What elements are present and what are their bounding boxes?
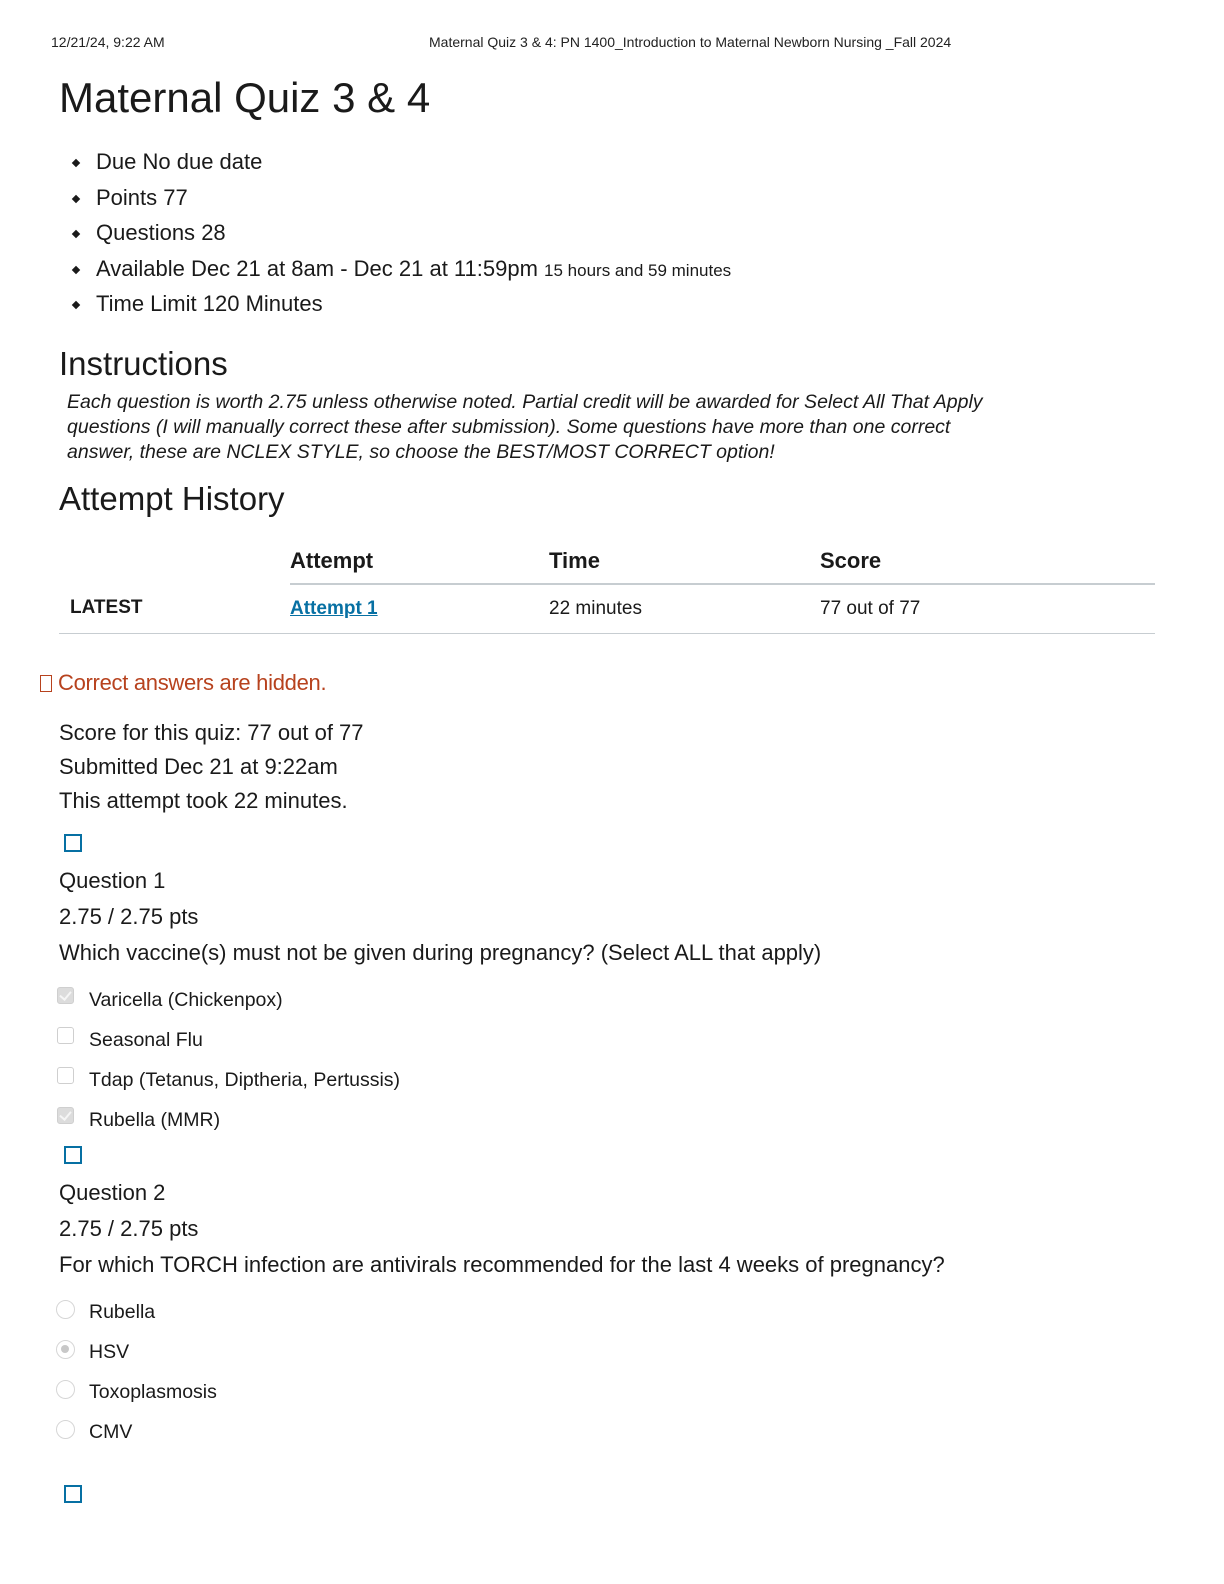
latest-label: LATEST	[59, 584, 290, 634]
question-2	[59, 1146, 1159, 1453]
answer-option	[59, 981, 1159, 1021]
answer-label: Toxoplasmosis	[89, 1381, 217, 1403]
attempt-history-table	[59, 539, 1155, 634]
attempt-time: 22 minutes	[549, 584, 820, 634]
answer-checkbox[interactable]	[57, 1107, 74, 1124]
attempt-column-header: Attempt	[290, 539, 549, 584]
answer-option	[59, 1101, 1159, 1141]
answer-list	[59, 1293, 1159, 1453]
answer-option	[59, 1373, 1159, 1413]
attempt-history-header-row	[59, 539, 1155, 584]
flag-question-icon[interactable]	[64, 834, 82, 852]
answer-label: Rubella	[89, 1301, 156, 1323]
due-value: No due date	[142, 149, 263, 174]
page-title: Maternal Quiz 3 & 4	[59, 74, 431, 121]
attempt-cell	[290, 584, 549, 634]
answer-option	[59, 1413, 1159, 1453]
print-datetime: 12/21/24, 9:22 AM	[51, 34, 165, 50]
available-value: Dec 21 at 8am - Dec 21 at 11:59pm	[191, 255, 538, 281]
time-limit-label: Time Limit	[96, 291, 197, 316]
answer-label: HSV	[89, 1341, 130, 1363]
answer-option	[59, 1021, 1159, 1061]
attempt-history-heading: Attempt History	[59, 479, 285, 517]
attempt-history-header-blank	[59, 539, 290, 584]
time-limit-detail	[59, 286, 1159, 322]
answer-radio[interactable]	[56, 1420, 75, 1439]
answer-checkbox[interactable]	[57, 1067, 74, 1084]
instructions-heading: Instructions	[59, 344, 228, 382]
quiz-score: Score for this quiz: 77 out of 77	[59, 720, 364, 745]
answer-list	[59, 981, 1159, 1141]
correct-answers-hidden-notice	[40, 670, 326, 696]
attempt-1-link[interactable]: Attempt 1	[290, 597, 378, 619]
question-title: Question 1	[59, 868, 166, 893]
questions-detail	[59, 215, 1159, 251]
quiz-content	[59, 72, 1159, 634]
attempt-score: 77 out of 77	[820, 584, 1155, 634]
quiz-details-list	[59, 144, 1159, 322]
points-detail	[59, 180, 1159, 216]
answer-option	[59, 1333, 1159, 1373]
attempt-duration: This attempt took 22 minutes.	[59, 788, 348, 813]
print-header	[51, 34, 1171, 54]
table-row	[59, 584, 1155, 634]
print-document-title: Maternal Quiz 3 & 4: PN 1400_Introduction to Maternal Newborn Nursing _Fall 2024	[429, 34, 952, 50]
answer-option	[59, 1293, 1159, 1333]
answer-label: Rubella (MMR)	[89, 1109, 221, 1131]
quiz-summary	[59, 716, 364, 818]
question-text: Which vaccine(s) must not be given during pregnancy? (Select ALL that apply)	[59, 940, 822, 965]
answer-radio[interactable]	[56, 1300, 75, 1319]
notice-text: Correct answers are hidden.	[58, 670, 327, 695]
question-1	[59, 834, 1159, 1141]
points-value: 77	[163, 184, 188, 210]
question-text: For which TORCH infection are antivirals recommended for the last 4 weeks of pregnancy?	[59, 1252, 945, 1277]
score-column-header: Score	[820, 539, 1155, 584]
questions-label: Questions	[96, 220, 196, 245]
answer-label: CMV	[89, 1421, 133, 1443]
answer-label: Seasonal Flu	[89, 1029, 203, 1051]
flag-question-icon[interactable]	[64, 1485, 82, 1503]
flag-question-icon[interactable]	[64, 1146, 82, 1164]
due-label: Due	[96, 149, 137, 174]
answer-radio[interactable]	[56, 1340, 75, 1359]
time-column-header: Time	[549, 539, 820, 584]
due-detail	[59, 144, 1159, 180]
points-label: Points	[96, 184, 158, 210]
answer-checkbox[interactable]	[57, 987, 74, 1004]
answer-radio[interactable]	[56, 1380, 75, 1399]
question-points: 2.75 / 2.75 pts	[59, 1216, 199, 1241]
available-duration: 15 hours and 59 minutes	[544, 260, 732, 280]
available-label: Available	[96, 255, 185, 281]
instructions-text: Each question is worth 2.75 unless otherwise noted. Partial credit will be awarded for Select All That Apply questions (I will manually correct these after submission). Some questions have more than one correct answer, these are NCLEX STYLE, so choose the BEST/MOST CORRECT option!	[67, 390, 983, 463]
answer-label: Varicella (Chickenpox)	[89, 989, 283, 1011]
warning-icon	[40, 675, 52, 692]
answer-checkbox[interactable]	[57, 1027, 74, 1044]
question-points: 2.75 / 2.75 pts	[59, 904, 199, 929]
available-detail	[59, 251, 1159, 287]
answer-option	[59, 1061, 1159, 1101]
time-limit-value: 120 Minutes	[202, 291, 323, 316]
question-title: Question 2	[59, 1180, 166, 1205]
questions-value: 28	[201, 220, 226, 245]
submitted-time: Submitted Dec 21 at 9:22am	[59, 754, 338, 779]
answer-label: Tdap (Tetanus, Diptheria, Pertussis)	[89, 1069, 401, 1091]
